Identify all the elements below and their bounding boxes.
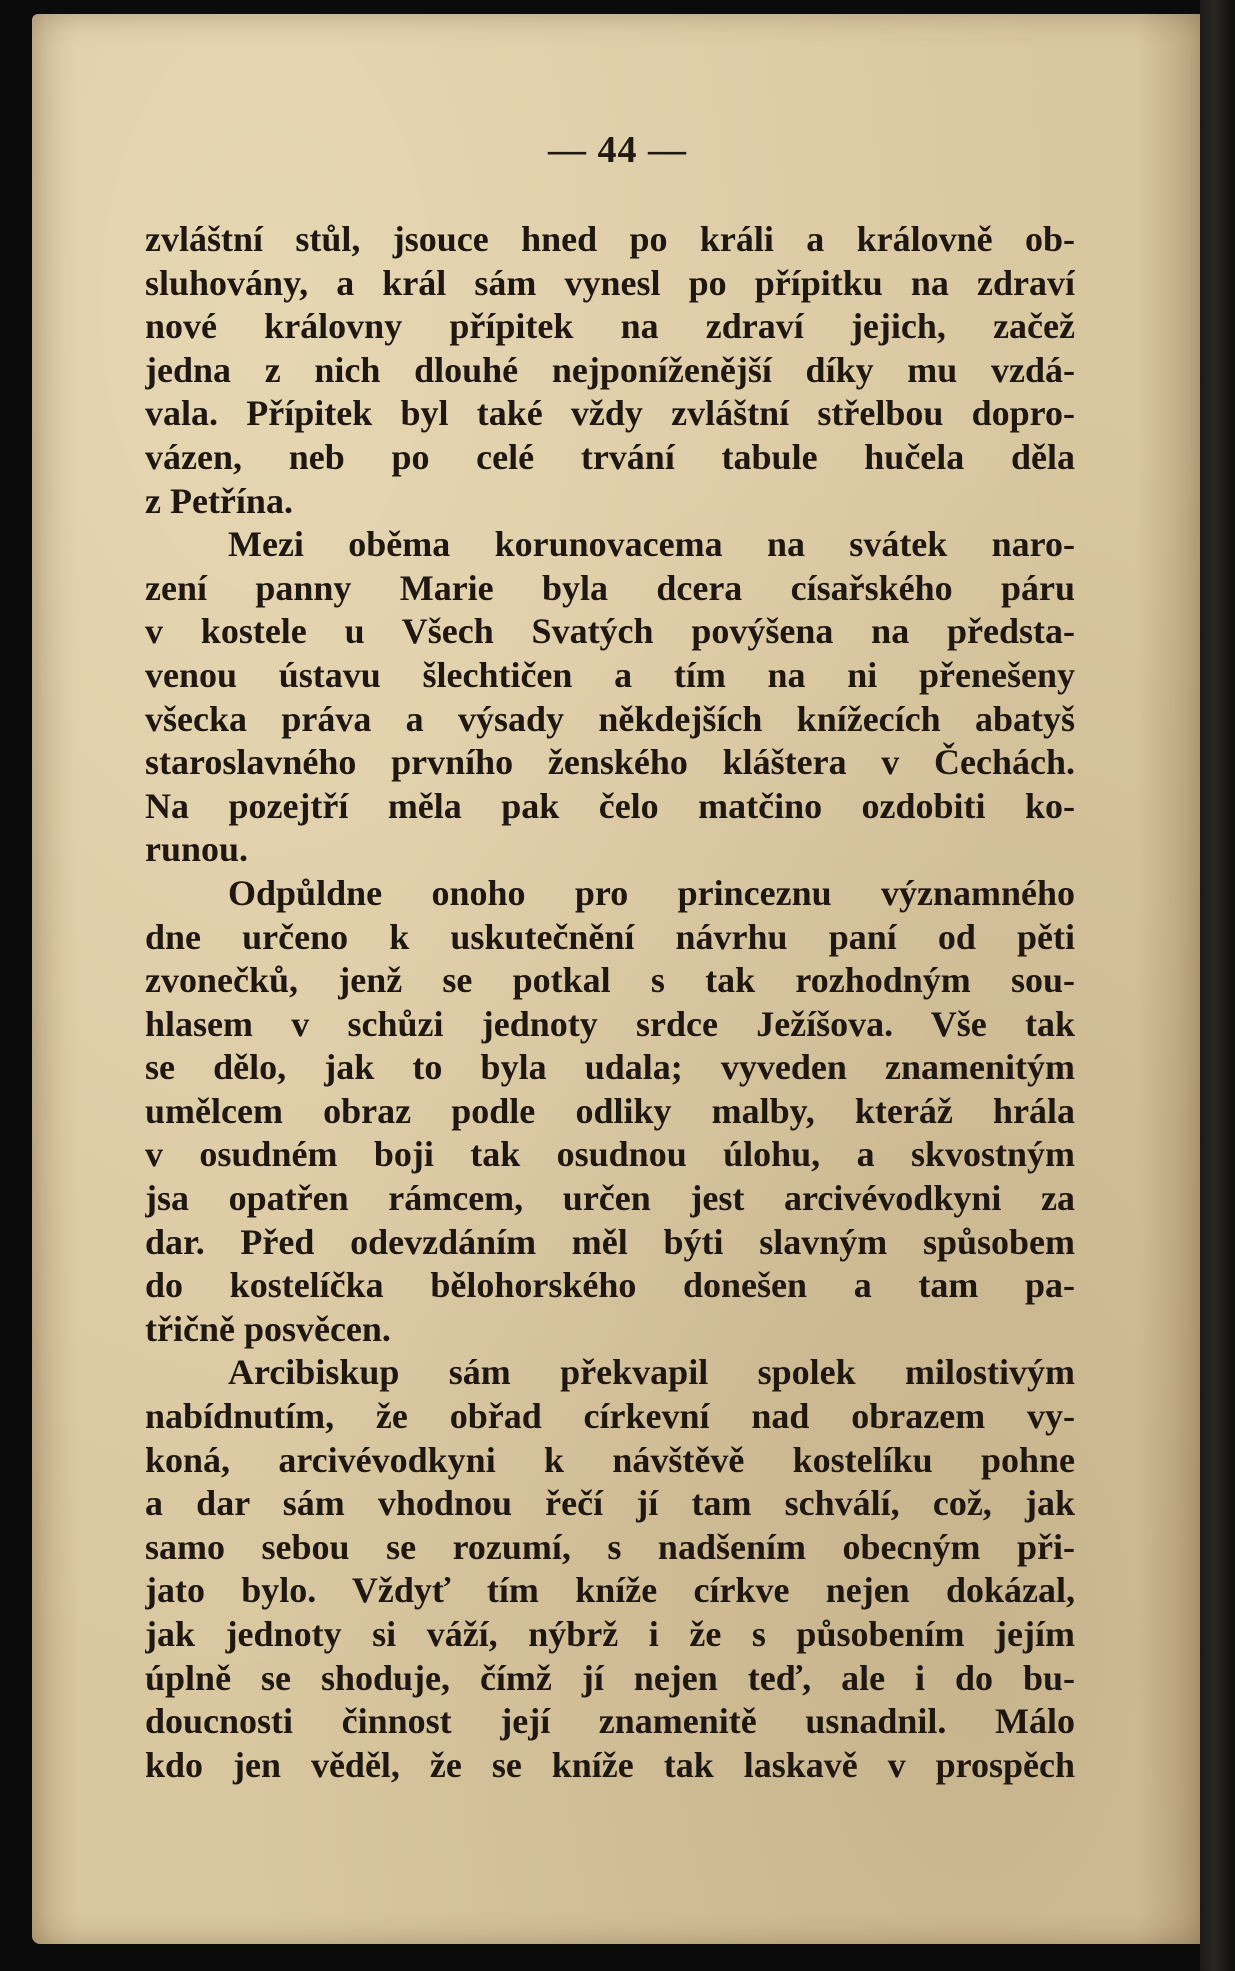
text-line: dar. Před odevzdáním měl býti slavným spůsobem: [145, 1221, 1075, 1262]
text-line: z Petřína.: [145, 480, 293, 521]
text-line: dne určeno k uskutečnění návrhu paní od pěti: [145, 916, 1075, 957]
text-line: hlasem v schůzi jednoty srdce Ježíšova. Vše tak: [145, 1003, 1075, 1044]
text-line: zení panny Marie byla dcera císařského páru: [145, 567, 1075, 608]
text-line: třičně posvěcen.: [145, 1308, 391, 1349]
text-line: staroslavného prvního ženského kláštera v Čechách.: [145, 742, 1075, 783]
text-line: koná, arcivévodkyni k návštěvě kostelíku pohne: [145, 1439, 1075, 1480]
text-line: nabídnutím, že obřad církevní nad obrazem vy-: [145, 1396, 1075, 1437]
text-line: samo sebou se rozumí, s nadšením obecným při-: [145, 1526, 1075, 1567]
text-line: runou.: [145, 829, 249, 870]
text-line: jak jednoty si váží, nýbrž i že s působením jejím: [145, 1614, 1075, 1654]
text-line: vala. Přípitek byl také vždy zvláštní střelbou dopro-: [145, 393, 1075, 434]
text-line: zvonečků, jenž se potkal s tak rozhodným sou-: [145, 960, 1075, 1001]
text-line: Na pozejtří měla pak čelo matčino ozdobiti ko-: [145, 785, 1075, 826]
text-line: doucnosti činnost její znamenitě usnadnil. Málo: [145, 1701, 1075, 1742]
text-line: jedna z nich dlouhé nejponíženější díky mu vzdá-: [145, 349, 1075, 390]
text-line: v kostele u Všech Svatých povýšena na předsta-: [145, 611, 1075, 652]
text-line: zvláštní stůl, jsouce hned po králi a královně ob-: [145, 219, 1075, 259]
text-line: v osudném boji tak osudnou úlohu, a skvostným: [145, 1134, 1075, 1175]
text-line: sluhovány, a král sám vynesl po přípitku na zdraví: [145, 262, 1075, 303]
book-gutter: [1200, 0, 1235, 1971]
text-line: Odpůldne onoho pro princeznu významného: [228, 872, 1075, 913]
text-line: kdo jen věděl, že se kníže tak laskavě v prospěch: [145, 1744, 1075, 1785]
text-line: do kostelíčka bělohorského donešen a tam pa-: [145, 1265, 1075, 1306]
text-line: vázen, neb po celé trvání tabule hučela děla: [145, 436, 1075, 477]
text-line: a dar sám vhodnou řečí jí tam schválí, což, jak: [145, 1483, 1075, 1524]
text-line: Arcibiskup sám překvapil spolek milostivým: [228, 1352, 1075, 1393]
text-line: jato bylo. Vždyť tím kníže církve nejen dokázal,: [145, 1570, 1075, 1611]
body-text: [145, 218, 1075, 1787]
text-line: umělcem obraz podle odliky malby, kteráž hrála: [145, 1090, 1075, 1131]
text-line: venou ústavu šlechtičen a tím na ni přenešeny: [145, 654, 1075, 695]
text-line: nové královny přípitek na zdraví jejich, začež: [145, 306, 1075, 347]
page-number: — 44 —: [548, 129, 687, 171]
text-line: se dělo, jak to byla udala; vyveden znamenitým: [145, 1047, 1075, 1088]
text-line: úplně se shoduje, čímž jí nejen teď, ale i do bu-: [145, 1657, 1075, 1698]
text-line: jsa opatřen rámcem, určen jest arcivévodkyni za: [145, 1178, 1075, 1219]
text-line: všecka práva a výsady někdejších knížecích abatyš: [145, 698, 1075, 739]
text-line: Mezi oběma korunovacema na svátek naro-: [228, 524, 1075, 565]
